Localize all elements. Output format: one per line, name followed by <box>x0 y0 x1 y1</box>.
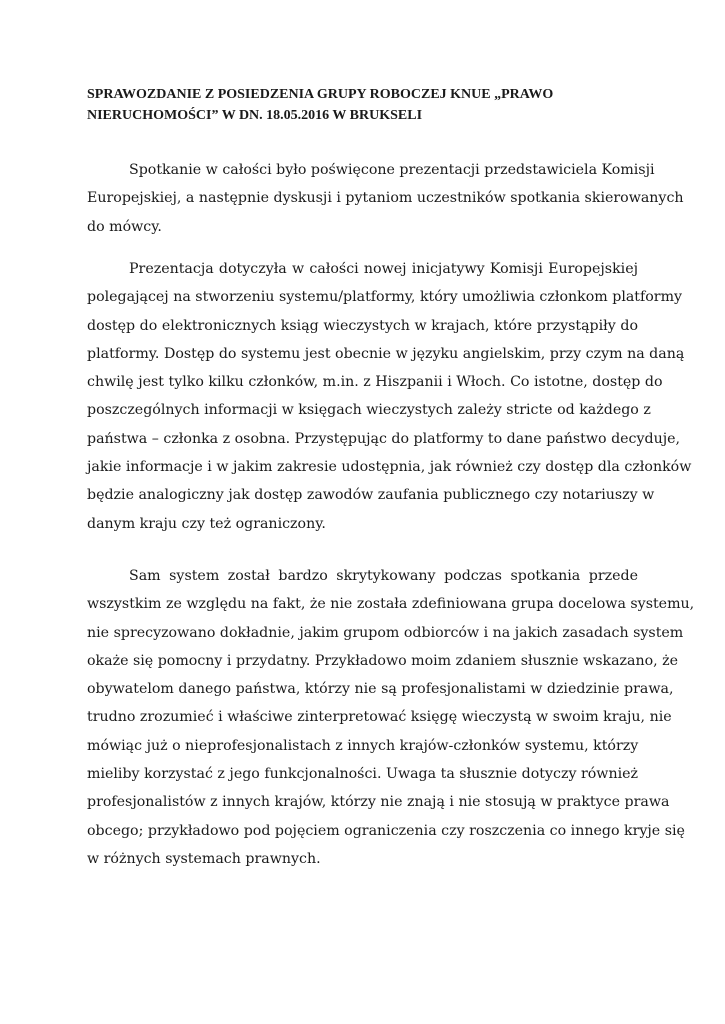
paragraph-line: państwa – członka z osobna. Przystępując do platformy to dane państwo decyduje, <box>87 430 681 447</box>
paragraph-2 <box>87 255 692 538</box>
paragraph-line: obywatelom danego państwa, którzy nie są profesjonalistami w dziedzinie prawa, <box>87 681 674 698</box>
paragraph-line: Sam system został bardzo skrytykowany podczas spotkania przede <box>129 568 638 584</box>
paragraph-line: poszczególnych informacji w księgach wieczystych zależy stricte od każdego z <box>87 402 651 419</box>
paragraph-line: Spotkanie w całości było poświęcone prezentacji przedstawiciela Komisji <box>129 162 655 178</box>
title-line: SPRAWOZDANIE Z POSIEDZENIA GRUPY ROBOCZEJ KNUE „PRAWO <box>87 87 554 102</box>
paragraph-line: obcego; przykładowo pod pojęciem ograniczenia czy roszczenia co innego kryje się <box>87 822 685 839</box>
title-line: NIERUCHOMOŚCI” W DN. 18.05.2016 W BRUKSELI <box>87 108 423 123</box>
paragraph-line: okaże się pomocny i przydatny. Przykładowo moim zdaniem słusznie wskazano, że <box>87 652 679 669</box>
paragraph-line: mówiąc już o nieprofesjonalistach z innych krajów-członków systemu, którzy <box>87 737 639 754</box>
paragraph-3 <box>87 562 695 873</box>
paragraph-line: polegającej na stworzeniu systemu/platformy, który umożliwia członkom platformy <box>87 289 683 306</box>
paragraph-line: Prezentacja dotyczyła w całości nowej inicjatywy Komisji Europejskiej <box>129 261 638 277</box>
paragraph-line: do mówcy. <box>87 218 162 235</box>
paragraph-line: dostęp do elektronicznych ksiąg wieczystych w krajach, które przystąpiły do <box>87 317 638 334</box>
paragraph-line: jakie informacje i w jakim zakresie udostępnia, jak również czy dostęp dla członków <box>87 459 692 476</box>
document-title <box>87 84 647 126</box>
paragraph-line: chwilę jest tylko kilku członków, m.in. z Hiszpanii i Włoch. Co istotne, dostęp do <box>87 374 663 391</box>
paragraph-line: w różnych systemach prawnych. <box>87 850 321 867</box>
paragraph-line: mieliby korzystać z jego funkcjonalności. Uwaga ta słusznie dotyczy również <box>87 766 638 783</box>
paragraph-line: profesjonalistów z innych krajów, którzy nie znają i nie stosują w praktyce prawa <box>87 794 670 811</box>
paragraph-line: danym kraju czy też ograniczony. <box>87 515 326 532</box>
paragraph-line: będzie analogiczny jak dostęp zawodów zaufania publicznego czy notariuszy w <box>87 487 655 504</box>
paragraph-line: platformy. Dostęp do systemu jest obecnie w języku angielskim, przy czym na daną <box>87 345 685 362</box>
paragraph-line: trudno zrozumieć i właściwe zinterpretować księgę wieczystą w swoim kraju, nie <box>87 709 672 726</box>
paragraph-line: nie sprecyzowano dokładnie, jakim grupom odbiorców i na jakich zasadach system <box>87 624 684 641</box>
paragraph-1 <box>87 156 684 241</box>
paragraph-line: Europejskiej, a następnie dyskusji i pytaniom uczestników spotkania skierowanych <box>87 190 684 207</box>
paragraph-line: wszystkim ze względu na fakt, że nie została zdefiniowana grupa docelowa systemu, <box>87 596 695 613</box>
